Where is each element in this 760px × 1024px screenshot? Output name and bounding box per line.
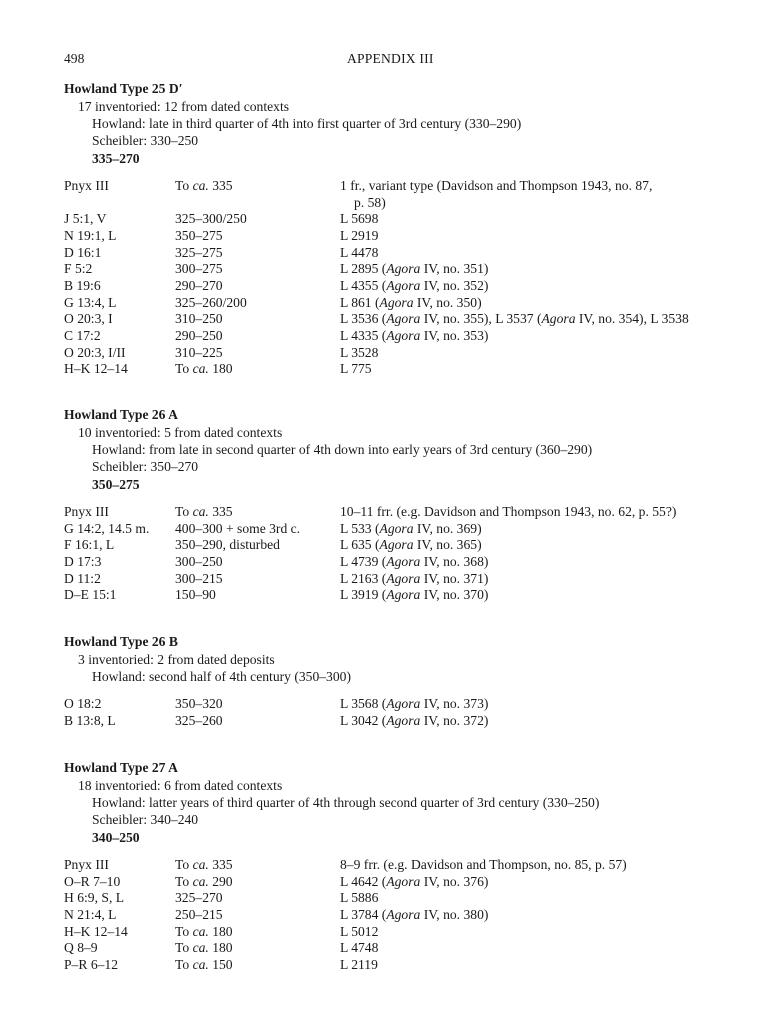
- table-row: [64, 713, 724, 730]
- context-cell: H–K 12–14: [64, 361, 128, 377]
- reference-cell: L 3528: [340, 344, 379, 360]
- date-cell: 150–90: [175, 587, 216, 603]
- reference-cell: L 4642 (Agora IV, no. 376): [340, 873, 489, 889]
- context-cell: H–K 12–14: [64, 923, 128, 939]
- table-row: [64, 924, 724, 941]
- table-row: [64, 571, 724, 588]
- context-cell: O 20:3, I/II: [64, 344, 126, 360]
- howland-date: Howland: latter years of third quarter of 4th through second quarter of 3rd century (330–250): [92, 795, 600, 811]
- section-type-25-d: [64, 80, 724, 378]
- context-cell: D–E 15:1: [64, 587, 117, 603]
- date-cell: To ca. 150: [175, 956, 233, 972]
- table-row: [64, 311, 724, 328]
- reference-cell: L 635 (Agora IV, no. 365): [340, 537, 482, 553]
- section-type-26-b: [64, 633, 724, 730]
- inventoried-note: 18 inventoried: 6 from dated contexts: [78, 778, 283, 793]
- date-cell: 300–215: [175, 570, 223, 586]
- table-row: [64, 890, 724, 907]
- reference-cell: L 3784 (Agora IV, no. 380): [340, 906, 489, 922]
- reference-continuation: p. 58): [354, 194, 386, 210]
- context-cell: G 13:4, L: [64, 294, 117, 310]
- reference-cell: L 4478: [340, 244, 379, 260]
- reference-cell: 1 fr., variant type (Davidson and Thompson 1943, no. 87,: [340, 177, 653, 193]
- reference-cell: L 4748: [340, 940, 379, 956]
- date-cell: 310–250: [175, 311, 223, 327]
- table-row: [64, 345, 724, 362]
- date-range: 340–250: [92, 829, 140, 845]
- context-cell: O 18:2: [64, 696, 102, 712]
- context-cell: Pnyx III: [64, 856, 109, 872]
- table-row: [64, 696, 724, 713]
- reference-cell: L 861 (Agora IV, no. 350): [340, 294, 482, 310]
- date-cell: 350–290, disturbed: [175, 537, 280, 553]
- table-row: [64, 361, 724, 378]
- date-cell: 250–215: [175, 906, 223, 922]
- context-table: [64, 696, 724, 729]
- date-cell: 325–275: [175, 244, 223, 260]
- scheibler-date: Scheibler: 330–250: [92, 133, 199, 149]
- table-row: [64, 211, 724, 228]
- date-cell: [175, 178, 233, 195]
- date-cell: 325–260/200: [175, 294, 247, 310]
- context-cell: Pnyx III: [64, 177, 109, 193]
- date-cell: To ca. 180: [175, 361, 233, 377]
- running-head: APPENDIX III: [347, 51, 434, 66]
- section-type-27-a: [64, 759, 724, 974]
- scheibler-date: Scheibler: 350–270: [92, 459, 199, 475]
- reference-cell: L 2895 (Agora IV, no. 351): [340, 261, 489, 277]
- table-row: [64, 521, 724, 538]
- context-cell: N 19:1, L: [64, 227, 117, 243]
- date-cell: To ca. 180: [175, 940, 233, 956]
- date-cell: 310–225: [175, 344, 223, 360]
- date-cell: To ca. 335: [175, 503, 233, 519]
- reference-cell: L 533 (Agora IV, no. 369): [340, 520, 482, 536]
- reference-cell: L 3536 (Agora IV, no. 355), L 3537 (Agora IV, no. 354), L 3538: [340, 311, 689, 327]
- page-number: 498: [64, 51, 85, 66]
- context-cell: N 21:4, L: [64, 906, 117, 922]
- reference-cell: L 5886: [340, 890, 379, 906]
- table-row: [64, 907, 724, 924]
- reference-cell: L 3919 (Agora IV, no. 370): [340, 587, 489, 603]
- context-cell: C 17:2: [64, 328, 101, 344]
- reference-cell: L 2163 (Agora IV, no. 371): [340, 570, 489, 586]
- date-cell: To ca. 335: [175, 856, 233, 872]
- table-row: [64, 940, 724, 957]
- context-table: [64, 857, 724, 974]
- reference-cell: 8–9 frr. (e.g. Davidson and Thompson, no. 85, p. 57): [340, 856, 627, 872]
- reference-cell: L 3568 (Agora IV, no. 373): [340, 696, 489, 712]
- context-cell: F 16:1, L: [64, 537, 115, 553]
- context-cell: O–R 7–10: [64, 873, 121, 889]
- reference-cell: L 4355 (Agora IV, no. 352): [340, 277, 489, 293]
- inventoried-note: 3 inventoried: 2 from dated deposits: [78, 652, 275, 667]
- section-title: Howland Type 27 A: [64, 760, 178, 775]
- reference-cell: L 4335 (Agora IV, no. 353): [340, 328, 489, 344]
- context-cell: Q 8–9: [64, 940, 98, 956]
- table-row: [64, 504, 724, 521]
- context-cell: D 11:2: [64, 570, 101, 586]
- date-cell: 325–300/250: [175, 211, 247, 227]
- date-cell: 400–300 + some 3rd c.: [175, 520, 301, 536]
- context-table: [64, 178, 724, 378]
- date-cell: 300–250: [175, 553, 223, 569]
- reference-cell: L 2919: [340, 227, 379, 243]
- date-cell: 300–275: [175, 261, 223, 277]
- section-type-26-a: [64, 406, 724, 604]
- reference-cell: L 5012: [340, 923, 379, 939]
- inventoried-note: 17 inventoried: 12 from dated contexts: [78, 99, 290, 114]
- reference-cell: L 775: [340, 361, 372, 377]
- date-cell-text: To ca. 335: [175, 177, 233, 193]
- section-title: Howland Type 25 D′: [64, 81, 183, 96]
- table-row: [64, 178, 724, 211]
- context-cell: B 19:6: [64, 277, 101, 293]
- context-cell: H 6:9, S, L: [64, 890, 125, 906]
- table-row: [64, 857, 724, 874]
- date-cell: 350–320: [175, 696, 223, 712]
- context-cell: D 16:1: [64, 244, 102, 260]
- context-cell: J 5:1, V: [64, 211, 107, 227]
- date-cell: 325–260: [175, 713, 223, 729]
- table-row: [64, 554, 724, 571]
- date-cell: 290–250: [175, 328, 223, 344]
- table-row: [64, 245, 724, 262]
- table-row: [64, 228, 724, 245]
- inventoried-note: 10 inventoried: 5 from dated contexts: [78, 425, 283, 440]
- scheibler-date: Scheibler: 340–240: [92, 812, 199, 828]
- howland-date: Howland: from late in second quarter of 4th down into early years of 3rd century (360–290): [92, 442, 593, 458]
- table-row: [64, 587, 724, 604]
- table-row: [64, 957, 724, 974]
- table-row: [64, 278, 724, 295]
- date-cell: 290–270: [175, 277, 223, 293]
- date-cell: 325–270: [175, 890, 223, 906]
- date-range: 335–270: [92, 150, 140, 166]
- context-table: [64, 504, 724, 604]
- date-cell: To ca. 290: [175, 873, 233, 889]
- reference-cell: L 2119: [340, 956, 378, 972]
- table-row: [64, 537, 724, 554]
- date-cell: To ca. 180: [175, 923, 233, 939]
- section-title: Howland Type 26 B: [64, 634, 178, 649]
- reference-cell: 10–11 frr. (e.g. Davidson and Thompson 1943, no. 62, p. 55?): [340, 503, 677, 519]
- table-row: [64, 328, 724, 345]
- howland-date: Howland: late in third quarter of 4th into first quarter of 3rd century (330–290): [92, 116, 522, 132]
- section-title: Howland Type 26 A: [64, 407, 178, 422]
- table-row: [64, 261, 724, 278]
- context-cell: P–R 6–12: [64, 956, 119, 972]
- reference-cell: L 5698: [340, 211, 379, 227]
- context-cell: D 17:3: [64, 553, 102, 569]
- howland-date: Howland: second half of 4th century (350–300): [92, 669, 351, 685]
- reference-cell: L 3042 (Agora IV, no. 372): [340, 713, 489, 729]
- context-cell: Pnyx III: [64, 503, 109, 519]
- date-cell: 350–275: [175, 227, 223, 243]
- table-row: [64, 874, 724, 891]
- context-cell: B 13:8, L: [64, 713, 116, 729]
- table-row: [64, 295, 724, 312]
- date-range: 350–275: [92, 476, 140, 492]
- context-cell: G 14:2, 14.5 m.: [64, 520, 150, 536]
- context-cell: O 20:3, I: [64, 311, 113, 327]
- reference-cell: L 4739 (Agora IV, no. 368): [340, 553, 489, 569]
- context-cell: F 5:2: [64, 261, 93, 277]
